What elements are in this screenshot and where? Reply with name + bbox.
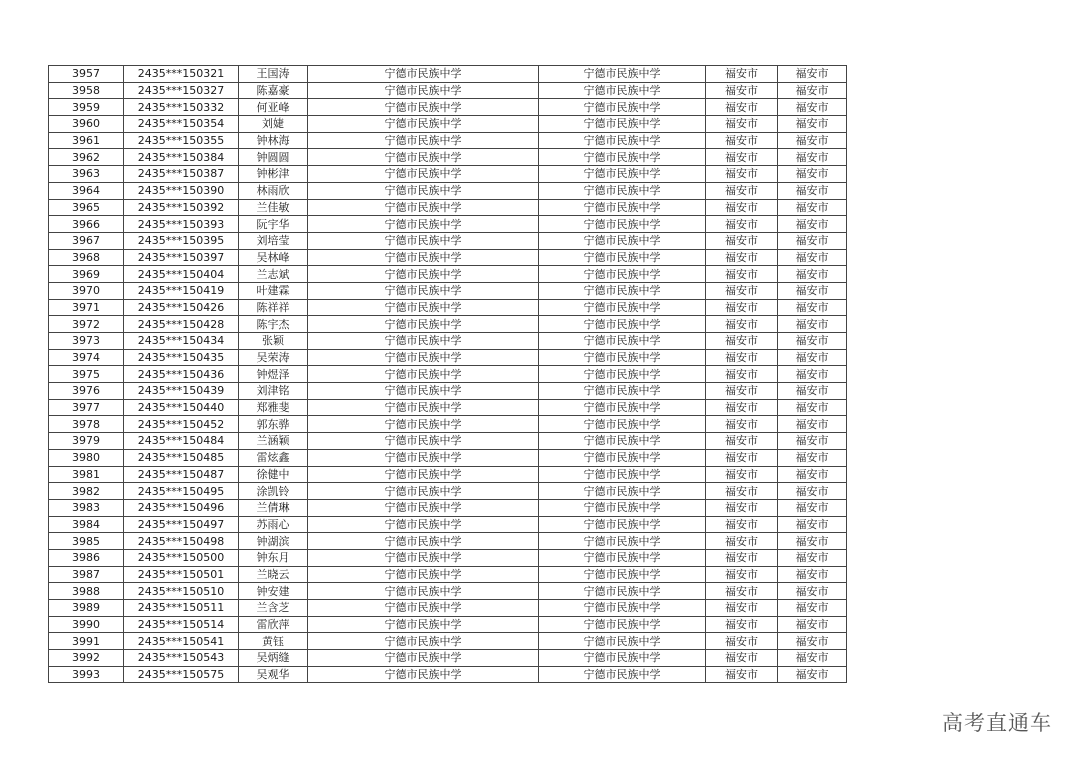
serial-number-cell: 3966 bbox=[49, 216, 124, 233]
admitting-school-cell: 宁德市民族中学 bbox=[539, 366, 706, 383]
candidate-id-cell: 2435***150395 bbox=[124, 232, 239, 249]
admitting-school-cell: 宁德市民族中学 bbox=[539, 466, 706, 483]
serial-number-cell: 3960 bbox=[49, 116, 124, 133]
school-cell: 宁德市民族中学 bbox=[308, 549, 539, 566]
admitting-school-cell: 宁德市民族中学 bbox=[539, 166, 706, 183]
serial-number-cell: 3974 bbox=[49, 349, 124, 366]
candidate-id-cell: 2435***150541 bbox=[124, 633, 239, 650]
candidate-id-cell: 2435***150435 bbox=[124, 349, 239, 366]
city-cell: 福安市 bbox=[706, 433, 778, 450]
district-cell: 福安市 bbox=[778, 483, 847, 500]
district-cell: 福安市 bbox=[778, 132, 847, 149]
city-cell: 福安市 bbox=[706, 533, 778, 550]
candidate-id-cell: 2435***150440 bbox=[124, 399, 239, 416]
table-row bbox=[49, 232, 847, 249]
table-row bbox=[49, 383, 847, 400]
district-cell: 福安市 bbox=[778, 249, 847, 266]
candidate-id-cell: 2435***150495 bbox=[124, 483, 239, 500]
admitting-school-cell: 宁德市民族中学 bbox=[539, 449, 706, 466]
candidate-id-cell: 2435***150384 bbox=[124, 149, 239, 166]
table-row bbox=[49, 466, 847, 483]
city-cell: 福安市 bbox=[706, 349, 778, 366]
admitting-school-cell: 宁德市民族中学 bbox=[539, 583, 706, 600]
watermark-text: 高考直通车 bbox=[942, 711, 1052, 735]
serial-number-cell: 3981 bbox=[49, 466, 124, 483]
city-cell: 福安市 bbox=[706, 583, 778, 600]
candidate-id-cell: 2435***150487 bbox=[124, 466, 239, 483]
student-name-cell: 吴观华 bbox=[239, 666, 308, 683]
school-cell: 宁德市民族中学 bbox=[308, 333, 539, 350]
admitting-school-cell: 宁德市民族中学 bbox=[539, 416, 706, 433]
admitting-school-cell: 宁德市民族中学 bbox=[539, 516, 706, 533]
serial-number-cell: 3980 bbox=[49, 449, 124, 466]
admitting-school-cell: 宁德市民族中学 bbox=[539, 600, 706, 617]
admitting-school-cell: 宁德市民族中学 bbox=[539, 132, 706, 149]
admitting-school-cell: 宁德市民族中学 bbox=[539, 66, 706, 83]
candidate-id-cell: 2435***150496 bbox=[124, 499, 239, 516]
district-cell: 福安市 bbox=[778, 383, 847, 400]
city-cell: 福安市 bbox=[706, 66, 778, 83]
city-cell: 福安市 bbox=[706, 549, 778, 566]
admitting-school-cell: 宁德市民族中学 bbox=[539, 483, 706, 500]
table-row bbox=[49, 366, 847, 383]
district-cell: 福安市 bbox=[778, 466, 847, 483]
city-cell: 福安市 bbox=[706, 182, 778, 199]
table-row bbox=[49, 449, 847, 466]
serial-number-cell: 3977 bbox=[49, 399, 124, 416]
table-row bbox=[49, 533, 847, 550]
student-name-cell: 何亚峰 bbox=[239, 99, 308, 116]
district-cell: 福安市 bbox=[778, 349, 847, 366]
student-name-cell: 兰倩琳 bbox=[239, 499, 308, 516]
admitting-school-cell: 宁德市民族中学 bbox=[539, 499, 706, 516]
school-cell: 宁德市民族中学 bbox=[308, 650, 539, 667]
district-cell: 福安市 bbox=[778, 149, 847, 166]
table-row bbox=[49, 583, 847, 600]
serial-number-cell: 3993 bbox=[49, 666, 124, 683]
admitting-school-cell: 宁德市民族中学 bbox=[539, 399, 706, 416]
student-name-cell: 陈祥祥 bbox=[239, 299, 308, 316]
student-name-cell: 兰佳敏 bbox=[239, 199, 308, 216]
admitting-school-cell: 宁德市民族中学 bbox=[539, 266, 706, 283]
table-row bbox=[49, 349, 847, 366]
candidate-id-cell: 2435***150510 bbox=[124, 583, 239, 600]
student-name-cell: 郑雅斐 bbox=[239, 399, 308, 416]
serial-number-cell: 3987 bbox=[49, 566, 124, 583]
table-row bbox=[49, 650, 847, 667]
district-cell: 福安市 bbox=[778, 232, 847, 249]
school-cell: 宁德市民族中学 bbox=[308, 216, 539, 233]
admitting-school-cell: 宁德市民族中学 bbox=[539, 232, 706, 249]
table-row bbox=[49, 483, 847, 500]
district-cell: 福安市 bbox=[778, 282, 847, 299]
district-cell: 福安市 bbox=[778, 666, 847, 683]
school-cell: 宁德市民族中学 bbox=[308, 566, 539, 583]
serial-number-cell: 3967 bbox=[49, 232, 124, 249]
school-cell: 宁德市民族中学 bbox=[308, 583, 539, 600]
student-name-cell: 吴荣涛 bbox=[239, 349, 308, 366]
serial-number-cell: 3957 bbox=[49, 66, 124, 83]
admitting-school-cell: 宁德市民族中学 bbox=[539, 433, 706, 450]
school-cell: 宁德市民族中学 bbox=[308, 533, 539, 550]
district-cell: 福安市 bbox=[778, 616, 847, 633]
serial-number-cell: 3959 bbox=[49, 99, 124, 116]
table-row bbox=[49, 66, 847, 83]
admitting-school-cell: 宁德市民族中学 bbox=[539, 299, 706, 316]
city-cell: 福安市 bbox=[706, 199, 778, 216]
serial-number-cell: 3970 bbox=[49, 282, 124, 299]
admitting-school-cell: 宁德市民族中学 bbox=[539, 149, 706, 166]
student-name-cell: 王国涛 bbox=[239, 66, 308, 83]
city-cell: 福安市 bbox=[706, 483, 778, 500]
table-row bbox=[49, 249, 847, 266]
student-name-cell: 陈嘉豪 bbox=[239, 82, 308, 99]
candidate-id-cell: 2435***150393 bbox=[124, 216, 239, 233]
table-row bbox=[49, 149, 847, 166]
student-name-cell: 徐健中 bbox=[239, 466, 308, 483]
city-cell: 福安市 bbox=[706, 383, 778, 400]
school-cell: 宁德市民族中学 bbox=[308, 399, 539, 416]
admitting-school-cell: 宁德市民族中学 bbox=[539, 216, 706, 233]
student-name-cell: 雷炫鑫 bbox=[239, 449, 308, 466]
candidate-id-cell: 2435***150543 bbox=[124, 650, 239, 667]
admitting-school-cell: 宁德市民族中学 bbox=[539, 349, 706, 366]
admitting-school-cell: 宁德市民族中学 bbox=[539, 116, 706, 133]
serial-number-cell: 3983 bbox=[49, 499, 124, 516]
candidate-id-cell: 2435***150452 bbox=[124, 416, 239, 433]
student-name-cell: 阮宇华 bbox=[239, 216, 308, 233]
district-cell: 福安市 bbox=[778, 399, 847, 416]
student-name-cell: 兰涵颖 bbox=[239, 433, 308, 450]
student-name-cell: 刘婕 bbox=[239, 116, 308, 133]
serial-number-cell: 3962 bbox=[49, 149, 124, 166]
admitting-school-cell: 宁德市民族中学 bbox=[539, 333, 706, 350]
candidate-id-cell: 2435***150419 bbox=[124, 282, 239, 299]
candidate-id-cell: 2435***150327 bbox=[124, 82, 239, 99]
city-cell: 福安市 bbox=[706, 616, 778, 633]
district-cell: 福安市 bbox=[778, 566, 847, 583]
table-row bbox=[49, 182, 847, 199]
serial-number-cell: 3982 bbox=[49, 483, 124, 500]
candidate-id-cell: 2435***150484 bbox=[124, 433, 239, 450]
admitting-school-cell: 宁德市民族中学 bbox=[539, 82, 706, 99]
city-cell: 福安市 bbox=[706, 282, 778, 299]
school-cell: 宁德市民族中学 bbox=[308, 600, 539, 617]
admitting-school-cell: 宁德市民族中学 bbox=[539, 199, 706, 216]
district-cell: 福安市 bbox=[778, 166, 847, 183]
serial-number-cell: 3968 bbox=[49, 249, 124, 266]
district-cell: 福安市 bbox=[778, 66, 847, 83]
school-cell: 宁德市民族中学 bbox=[308, 516, 539, 533]
table-row bbox=[49, 99, 847, 116]
table-row bbox=[49, 333, 847, 350]
admitting-school-cell: 宁德市民族中学 bbox=[539, 316, 706, 333]
serial-number-cell: 3975 bbox=[49, 366, 124, 383]
city-cell: 福安市 bbox=[706, 82, 778, 99]
serial-number-cell: 3963 bbox=[49, 166, 124, 183]
admitting-school-cell: 宁德市民族中学 bbox=[539, 182, 706, 199]
district-cell: 福安市 bbox=[778, 516, 847, 533]
candidate-id-cell: 2435***150434 bbox=[124, 333, 239, 350]
admitting-school-cell: 宁德市民族中学 bbox=[539, 616, 706, 633]
city-cell: 福安市 bbox=[706, 466, 778, 483]
candidate-id-cell: 2435***150485 bbox=[124, 449, 239, 466]
student-name-cell: 刘培莹 bbox=[239, 232, 308, 249]
district-cell: 福安市 bbox=[778, 650, 847, 667]
serial-number-cell: 3958 bbox=[49, 82, 124, 99]
table-row bbox=[49, 299, 847, 316]
student-name-cell: 兰含芝 bbox=[239, 600, 308, 617]
table-row bbox=[49, 633, 847, 650]
city-cell: 福安市 bbox=[706, 249, 778, 266]
student-name-cell: 钟煜泽 bbox=[239, 366, 308, 383]
student-name-cell: 雷欣萍 bbox=[239, 616, 308, 633]
student-name-cell: 钟湖滨 bbox=[239, 533, 308, 550]
school-cell: 宁德市民族中学 bbox=[308, 232, 539, 249]
candidate-id-cell: 2435***150321 bbox=[124, 66, 239, 83]
table-body bbox=[49, 66, 847, 683]
student-name-cell: 黄钰 bbox=[239, 633, 308, 650]
candidate-id-cell: 2435***150498 bbox=[124, 533, 239, 550]
district-cell: 福安市 bbox=[778, 416, 847, 433]
school-cell: 宁德市民族中学 bbox=[308, 149, 539, 166]
district-cell: 福安市 bbox=[778, 449, 847, 466]
school-cell: 宁德市民族中学 bbox=[308, 282, 539, 299]
school-cell: 宁德市民族中学 bbox=[308, 466, 539, 483]
student-name-cell: 钟圆圆 bbox=[239, 149, 308, 166]
district-cell: 福安市 bbox=[778, 199, 847, 216]
district-cell: 福安市 bbox=[778, 333, 847, 350]
candidate-id-cell: 2435***150428 bbox=[124, 316, 239, 333]
serial-number-cell: 3988 bbox=[49, 583, 124, 600]
candidate-id-cell: 2435***150354 bbox=[124, 116, 239, 133]
student-name-cell: 兰晓云 bbox=[239, 566, 308, 583]
city-cell: 福安市 bbox=[706, 266, 778, 283]
district-cell: 福安市 bbox=[778, 549, 847, 566]
student-name-cell: 林雨欣 bbox=[239, 182, 308, 199]
table-row bbox=[49, 549, 847, 566]
serial-number-cell: 3969 bbox=[49, 266, 124, 283]
candidate-id-cell: 2435***150439 bbox=[124, 383, 239, 400]
admitting-school-cell: 宁德市民族中学 bbox=[539, 249, 706, 266]
district-cell: 福安市 bbox=[778, 299, 847, 316]
city-cell: 福安市 bbox=[706, 399, 778, 416]
serial-number-cell: 3986 bbox=[49, 549, 124, 566]
district-cell: 福安市 bbox=[778, 533, 847, 550]
candidate-id-cell: 2435***150390 bbox=[124, 182, 239, 199]
city-cell: 福安市 bbox=[706, 333, 778, 350]
city-cell: 福安市 bbox=[706, 449, 778, 466]
serial-number-cell: 3971 bbox=[49, 299, 124, 316]
table-row bbox=[49, 166, 847, 183]
city-cell: 福安市 bbox=[706, 366, 778, 383]
school-cell: 宁德市民族中学 bbox=[308, 349, 539, 366]
admitting-school-cell: 宁德市民族中学 bbox=[539, 549, 706, 566]
city-cell: 福安市 bbox=[706, 216, 778, 233]
school-cell: 宁德市民族中学 bbox=[308, 249, 539, 266]
table-row bbox=[49, 616, 847, 633]
admitting-school-cell: 宁德市民族中学 bbox=[539, 99, 706, 116]
school-cell: 宁德市民族中学 bbox=[308, 316, 539, 333]
district-cell: 福安市 bbox=[778, 82, 847, 99]
district-cell: 福安市 bbox=[778, 600, 847, 617]
table-row bbox=[49, 399, 847, 416]
serial-number-cell: 3976 bbox=[49, 383, 124, 400]
district-cell: 福安市 bbox=[778, 633, 847, 650]
candidate-id-cell: 2435***150392 bbox=[124, 199, 239, 216]
student-name-cell: 吴林峰 bbox=[239, 249, 308, 266]
candidate-id-cell: 2435***150501 bbox=[124, 566, 239, 583]
admitting-school-cell: 宁德市民族中学 bbox=[539, 566, 706, 583]
city-cell: 福安市 bbox=[706, 166, 778, 183]
city-cell: 福安市 bbox=[706, 650, 778, 667]
student-name-cell: 涂凯铃 bbox=[239, 483, 308, 500]
district-cell: 福安市 bbox=[778, 366, 847, 383]
student-name-cell: 钟彬津 bbox=[239, 166, 308, 183]
student-name-cell: 吴炳缝 bbox=[239, 650, 308, 667]
candidate-id-cell: 2435***150436 bbox=[124, 366, 239, 383]
student-name-cell: 郭东骅 bbox=[239, 416, 308, 433]
table-row bbox=[49, 82, 847, 99]
candidate-id-cell: 2435***150500 bbox=[124, 549, 239, 566]
city-cell: 福安市 bbox=[706, 566, 778, 583]
table-row bbox=[49, 499, 847, 516]
district-cell: 福安市 bbox=[778, 182, 847, 199]
district-cell: 福安市 bbox=[778, 583, 847, 600]
school-cell: 宁德市民族中学 bbox=[308, 66, 539, 83]
district-cell: 福安市 bbox=[778, 116, 847, 133]
serial-number-cell: 3961 bbox=[49, 132, 124, 149]
table-row bbox=[49, 266, 847, 283]
candidate-id-cell: 2435***150497 bbox=[124, 516, 239, 533]
district-cell: 福安市 bbox=[778, 266, 847, 283]
student-name-cell: 钟安建 bbox=[239, 583, 308, 600]
school-cell: 宁德市民族中学 bbox=[308, 616, 539, 633]
serial-number-cell: 3992 bbox=[49, 650, 124, 667]
serial-number-cell: 3973 bbox=[49, 333, 124, 350]
city-cell: 福安市 bbox=[706, 316, 778, 333]
school-cell: 宁德市民族中学 bbox=[308, 132, 539, 149]
school-cell: 宁德市民族中学 bbox=[308, 99, 539, 116]
candidate-id-cell: 2435***150426 bbox=[124, 299, 239, 316]
city-cell: 福安市 bbox=[706, 600, 778, 617]
school-cell: 宁德市民族中学 bbox=[308, 416, 539, 433]
city-cell: 福安市 bbox=[706, 666, 778, 683]
city-cell: 福安市 bbox=[706, 299, 778, 316]
table-row bbox=[49, 416, 847, 433]
student-name-cell: 钟东月 bbox=[239, 549, 308, 566]
school-cell: 宁德市民族中学 bbox=[308, 449, 539, 466]
serial-number-cell: 3985 bbox=[49, 533, 124, 550]
school-cell: 宁德市民族中学 bbox=[308, 116, 539, 133]
school-cell: 宁德市民族中学 bbox=[308, 499, 539, 516]
city-cell: 福安市 bbox=[706, 633, 778, 650]
district-cell: 福安市 bbox=[778, 433, 847, 450]
admitting-school-cell: 宁德市民族中学 bbox=[539, 533, 706, 550]
serial-number-cell: 3972 bbox=[49, 316, 124, 333]
student-name-cell: 刘津铭 bbox=[239, 383, 308, 400]
district-cell: 福安市 bbox=[778, 216, 847, 233]
city-cell: 福安市 bbox=[706, 499, 778, 516]
school-cell: 宁德市民族中学 bbox=[308, 366, 539, 383]
admitting-school-cell: 宁德市民族中学 bbox=[539, 383, 706, 400]
table-row bbox=[49, 600, 847, 617]
city-cell: 福安市 bbox=[706, 149, 778, 166]
candidate-id-cell: 2435***150575 bbox=[124, 666, 239, 683]
admitting-school-cell: 宁德市民族中学 bbox=[539, 282, 706, 299]
candidate-id-cell: 2435***150511 bbox=[124, 600, 239, 617]
city-cell: 福安市 bbox=[706, 116, 778, 133]
student-name-cell: 陈宇杰 bbox=[239, 316, 308, 333]
serial-number-cell: 3991 bbox=[49, 633, 124, 650]
school-cell: 宁德市民族中学 bbox=[308, 182, 539, 199]
serial-number-cell: 3979 bbox=[49, 433, 124, 450]
table-row bbox=[49, 199, 847, 216]
school-cell: 宁德市民族中学 bbox=[308, 666, 539, 683]
school-cell: 宁德市民族中学 bbox=[308, 82, 539, 99]
candidate-id-cell: 2435***150332 bbox=[124, 99, 239, 116]
school-cell: 宁德市民族中学 bbox=[308, 266, 539, 283]
table-row bbox=[49, 282, 847, 299]
table-row bbox=[49, 433, 847, 450]
table-row bbox=[49, 516, 847, 533]
district-cell: 福安市 bbox=[778, 99, 847, 116]
school-cell: 宁德市民族中学 bbox=[308, 383, 539, 400]
city-cell: 福安市 bbox=[706, 99, 778, 116]
serial-number-cell: 3978 bbox=[49, 416, 124, 433]
city-cell: 福安市 bbox=[706, 516, 778, 533]
serial-number-cell: 3989 bbox=[49, 600, 124, 617]
admitting-school-cell: 宁德市民族中学 bbox=[539, 633, 706, 650]
admission-list-table bbox=[48, 65, 847, 683]
table-row bbox=[49, 132, 847, 149]
school-cell: 宁德市民族中学 bbox=[308, 433, 539, 450]
school-cell: 宁德市民族中学 bbox=[308, 166, 539, 183]
school-cell: 宁德市民族中学 bbox=[308, 299, 539, 316]
admitting-school-cell: 宁德市民族中学 bbox=[539, 650, 706, 667]
candidate-id-cell: 2435***150387 bbox=[124, 166, 239, 183]
table-row bbox=[49, 116, 847, 133]
table-row bbox=[49, 566, 847, 583]
city-cell: 福安市 bbox=[706, 132, 778, 149]
table-row bbox=[49, 666, 847, 683]
student-name-cell: 叶建霖 bbox=[239, 282, 308, 299]
admitting-school-cell: 宁德市民族中学 bbox=[539, 666, 706, 683]
candidate-id-cell: 2435***150514 bbox=[124, 616, 239, 633]
serial-number-cell: 3965 bbox=[49, 199, 124, 216]
candidate-id-cell: 2435***150397 bbox=[124, 249, 239, 266]
school-cell: 宁德市民族中学 bbox=[308, 633, 539, 650]
candidate-id-cell: 2435***150404 bbox=[124, 266, 239, 283]
serial-number-cell: 3964 bbox=[49, 182, 124, 199]
student-name-cell: 兰志斌 bbox=[239, 266, 308, 283]
serial-number-cell: 3984 bbox=[49, 516, 124, 533]
serial-number-cell: 3990 bbox=[49, 616, 124, 633]
student-name-cell: 苏雨心 bbox=[239, 516, 308, 533]
city-cell: 福安市 bbox=[706, 416, 778, 433]
school-cell: 宁德市民族中学 bbox=[308, 199, 539, 216]
student-name-cell: 钟林海 bbox=[239, 132, 308, 149]
district-cell: 福安市 bbox=[778, 499, 847, 516]
candidate-id-cell: 2435***150355 bbox=[124, 132, 239, 149]
school-cell: 宁德市民族中学 bbox=[308, 483, 539, 500]
table-row bbox=[49, 216, 847, 233]
district-cell: 福安市 bbox=[778, 316, 847, 333]
city-cell: 福安市 bbox=[706, 232, 778, 249]
table-row bbox=[49, 316, 847, 333]
student-name-cell: 张颖 bbox=[239, 333, 308, 350]
